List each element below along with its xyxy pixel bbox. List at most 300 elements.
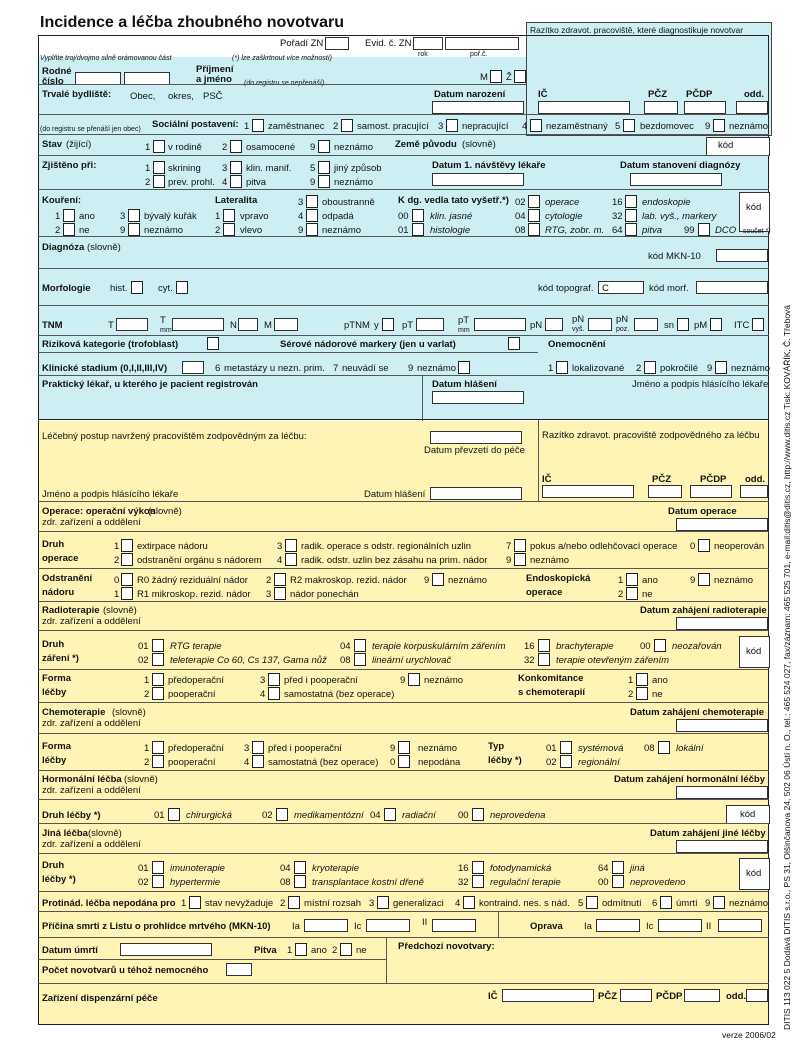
kdg-32: 32 — [612, 211, 623, 222]
ct-02-checkbox[interactable] — [560, 755, 572, 768]
hormon-zdr: zdr. zařízení a oddělení — [42, 785, 141, 796]
pm-checkbox[interactable] — [710, 318, 722, 331]
pn-2: 2 — [280, 898, 286, 909]
oprava-ic-input[interactable] — [658, 919, 702, 932]
op-2: 2 — [114, 555, 120, 566]
diagnoza-label: Diagnóza — [42, 242, 85, 253]
cf-0: 0 — [390, 757, 396, 768]
jl-32-label: regulační terapie — [490, 877, 561, 888]
soc-9-checkbox[interactable] — [713, 119, 725, 132]
lecba-ic-input[interactable] — [542, 485, 634, 498]
op-1-label: extirpace nádoru — [137, 541, 208, 552]
jina-druh-label: Druh — [42, 860, 65, 871]
rad-01-checkbox[interactable] — [152, 639, 164, 652]
lecba-pcdp-input[interactable] — [690, 485, 732, 498]
soc-5-checkbox[interactable] — [623, 119, 635, 132]
kdg-64: 64 — [612, 225, 623, 236]
datum-operace-input[interactable] — [676, 518, 768, 531]
op-0-checkbox[interactable] — [698, 539, 710, 552]
sn-checkbox[interactable] — [677, 318, 689, 331]
datum1-input[interactable] — [432, 173, 524, 186]
zj-5-checkbox[interactable] — [318, 161, 330, 174]
hl-04-checkbox[interactable] — [384, 808, 396, 821]
pocet-label: Počet novotvarů u téhož nemocného — [42, 965, 209, 976]
kour-9-label: neznámo — [144, 225, 184, 236]
zarizeni-pcdp-input[interactable] — [684, 989, 720, 1002]
pn-9-label: neznámo — [729, 898, 769, 909]
rad-32-checkbox[interactable] — [538, 653, 550, 666]
druh-operace-label: Druh — [42, 539, 65, 550]
stav-1-label: v rodině — [168, 142, 202, 153]
pn-6-checkbox[interactable] — [660, 896, 672, 909]
soc-4-checkbox[interactable] — [530, 119, 542, 132]
onem-2-checkbox[interactable] — [644, 361, 656, 374]
lecba-pcz-label: PČZ — [652, 474, 671, 485]
morf-input[interactable] — [696, 281, 768, 294]
datum-narozeni-label: Datum narození — [434, 89, 506, 100]
radio-kod-label: kód — [746, 646, 762, 657]
serove-checkbox[interactable] — [508, 337, 520, 350]
klin-9-checkbox[interactable] — [458, 361, 470, 374]
operace-slovne: (slovně) — [148, 506, 182, 517]
kdg-02-checkbox[interactable] — [528, 195, 540, 208]
lat-9-label: neznámo — [322, 225, 362, 236]
onem-1: 1 — [548, 363, 554, 374]
rodne-label: Rodné — [42, 66, 72, 77]
pitva-1-checkbox[interactable] — [295, 943, 307, 956]
soc-2-checkbox[interactable] — [341, 119, 353, 132]
pn-3-checkbox[interactable] — [377, 896, 389, 909]
pnpoz-label: pN — [616, 314, 629, 325]
schemo-label: s chemoterapií — [518, 687, 586, 698]
zjisteno-label: Zjištěno při: — [42, 160, 97, 171]
endo-label2: operace — [526, 587, 563, 598]
klin-9: 9 — [408, 363, 414, 374]
tnm-m-input[interactable] — [274, 318, 298, 331]
rf-2-label: pooperační — [168, 689, 216, 700]
kdg-01-checkbox[interactable] — [412, 223, 424, 236]
form-title: Incidence a léčba zhoubného novotvaru — [40, 14, 345, 31]
pricina-ii-label: II — [422, 917, 428, 928]
zj-4-checkbox[interactable] — [230, 175, 242, 188]
kdg-16-checkbox[interactable] — [625, 195, 637, 208]
jl-32: 32 — [458, 877, 469, 888]
pnvys-input[interactable] — [588, 318, 612, 331]
trvale-label: Trvalé bydliště: — [42, 89, 112, 100]
radio-label: Radioterapie — [42, 605, 100, 616]
cf-4-checkbox[interactable] — [252, 755, 264, 768]
rf-9: 9 — [400, 675, 406, 686]
oprava-ia-input[interactable] — [596, 919, 640, 932]
umrti-datum-input[interactable] — [120, 943, 212, 956]
soc-1-checkbox[interactable] — [252, 119, 264, 132]
ptmm-mm-label: mm — [458, 327, 470, 334]
pricina-ia-input[interactable] — [304, 919, 348, 932]
soc-9-label: neznámo — [729, 121, 769, 132]
prakticky-datum-input[interactable] — [432, 391, 524, 404]
itc-label: ITC — [734, 320, 750, 331]
chemo-datum-input[interactable] — [676, 719, 768, 732]
hormon-datum-label: Datum zahájení hormonální léčby — [614, 774, 765, 785]
radio-forma-label: Forma — [42, 673, 72, 684]
cf-2: 2 — [144, 757, 150, 768]
hist-checkbox[interactable] — [131, 281, 143, 294]
pcz-input[interactable] — [644, 101, 678, 114]
kour-1: 1 — [55, 211, 61, 222]
kdg-08-checkbox[interactable] — [528, 223, 540, 236]
kdg-02: 02 — [515, 197, 526, 208]
lecba-odd-input[interactable] — [740, 485, 768, 498]
op-7-checkbox[interactable] — [514, 539, 526, 552]
kdg-04-label: cytologie — [545, 211, 583, 222]
kdg-99-label: DCO — [715, 225, 737, 236]
cyt-label: cyt. — [158, 283, 173, 294]
zarizeni-ic-input[interactable] — [502, 989, 594, 1002]
op-4: 4 — [277, 555, 283, 566]
topograf-label: kód topograf. — [538, 283, 594, 294]
sn-label: sn — [664, 320, 675, 331]
lecba-pcz-input[interactable] — [648, 485, 682, 498]
zarizeni-label: Zařízení dispenzární péče — [42, 993, 158, 1004]
jl-02-checkbox[interactable] — [152, 875, 164, 888]
pitva-ano-label: ano — [311, 945, 327, 956]
op-7-label: pokus a/nebo odlehčovací operace — [530, 541, 678, 552]
op-9: 9 — [506, 555, 512, 566]
klinicke-label: Klinické stadium (0,I,II,III,IV) — [42, 363, 168, 374]
pitva-2-checkbox[interactable] — [340, 943, 352, 956]
klin-6-label: metastázy u nezn. prim. — [224, 363, 325, 374]
kour-3-checkbox[interactable] — [128, 209, 140, 222]
od-3-checkbox[interactable] — [274, 587, 286, 600]
pricina-ic-input[interactable] — [366, 919, 410, 932]
rad-04-checkbox[interactable] — [354, 639, 366, 652]
por-label: poř.č. — [470, 51, 488, 58]
pitva-1: 1 — [287, 945, 293, 956]
op-9-checkbox[interactable] — [514, 553, 526, 566]
pricina-ii-input[interactable] — [432, 919, 476, 932]
cyt-checkbox[interactable] — [176, 281, 188, 294]
hl-00-checkbox[interactable] — [472, 808, 484, 821]
jl-01-label: imunoterapie — [170, 863, 225, 874]
stav-1-checkbox[interactable] — [153, 140, 165, 153]
onem-9-checkbox[interactable] — [715, 361, 727, 374]
zj-9-checkbox[interactable] — [318, 175, 330, 188]
jl-16-checkbox[interactable] — [472, 861, 484, 874]
pn-2-checkbox[interactable] — [288, 896, 300, 909]
hormon-datum-input[interactable] — [676, 786, 768, 799]
jina-lecby-label: léčby *) — [42, 874, 76, 885]
onem-1-checkbox[interactable] — [556, 361, 568, 374]
jl-64: 64 — [598, 863, 609, 874]
lat-4-checkbox[interactable] — [306, 209, 318, 222]
pn-5-label: odmítnutí — [602, 898, 642, 909]
cf-2-label: pooperační — [168, 757, 216, 768]
hl-02-checkbox[interactable] — [276, 808, 288, 821]
mkn-input[interactable] — [716, 249, 768, 262]
pm-label: pM — [694, 320, 708, 331]
rad-16-checkbox[interactable] — [538, 639, 550, 652]
zj-2-checkbox[interactable] — [153, 175, 165, 188]
vyplnte-text: Vyplňte troj/dvojmo silně orámovanou část — [40, 55, 172, 62]
rad-00-checkbox[interactable] — [654, 639, 666, 652]
ptmm-input[interactable] — [474, 318, 526, 331]
op-2-label: odstranění orgánu s nádorem — [137, 555, 262, 566]
onem-label: Onemocnění — [548, 339, 606, 350]
jl-32-checkbox[interactable] — [472, 875, 484, 888]
kdg-64-label: pitva — [642, 225, 663, 236]
stav-1: 1 — [145, 142, 151, 153]
pcz-label: PČZ — [648, 89, 667, 100]
ct-08-checkbox[interactable] — [658, 741, 670, 754]
serove-label: Sérové nádorové markery (jen u varlat) — [280, 339, 456, 350]
rf-4-checkbox[interactable] — [268, 687, 280, 700]
pricina-label: Příčina smrti z Listu o prohlídce mrtvého (MKN-10) — [42, 921, 271, 932]
cislo-label: číslo — [42, 76, 64, 87]
predchozi-label: Předchozí novotvary: — [398, 941, 495, 952]
rf-1: 1 — [144, 675, 150, 686]
konk-1-label: ano — [652, 675, 668, 686]
pn-2-label: místní rozsah — [304, 898, 362, 909]
male-checkbox[interactable] — [490, 70, 502, 83]
do-registru-note: (do registru se nepřenáší) — [244, 80, 325, 87]
tnm-n-input[interactable] — [238, 318, 258, 331]
soc-3-checkbox[interactable] — [446, 119, 458, 132]
endo-2-checkbox[interactable] — [626, 587, 638, 600]
jl-16-label: fotodynamická — [490, 863, 552, 874]
pocet-input[interactable] — [226, 963, 252, 976]
jl-04-checkbox[interactable] — [294, 861, 306, 874]
rad-01: 01 — [138, 641, 149, 652]
pcdp-input[interactable] — [684, 101, 726, 114]
riziko-checkbox[interactable] — [207, 337, 219, 350]
lat-3-checkbox[interactable] — [306, 195, 318, 208]
konk-2-checkbox[interactable] — [636, 687, 648, 700]
chemo-slovne: (slovně) — [112, 707, 146, 718]
zj-9: 9 — [310, 177, 316, 188]
oprava-ii-label: II — [706, 921, 712, 932]
kdg-64-checkbox[interactable] — [625, 223, 637, 236]
hl-04: 04 — [370, 810, 381, 821]
endo-1: 1 — [618, 575, 624, 586]
cf-9: 9 — [390, 743, 396, 754]
pn-4-checkbox[interactable] — [463, 896, 475, 909]
tnm-m-label: M — [264, 320, 272, 331]
lat-4: 4 — [298, 211, 304, 222]
zarizeni-pcz-input[interactable] — [620, 989, 652, 1002]
tnm-t-input[interactable] — [116, 318, 148, 331]
cf-3-label: před i pooperační — [268, 743, 342, 754]
jl-02-label: hypertermie — [170, 877, 221, 888]
rad-02-checkbox[interactable] — [152, 653, 164, 666]
od-1-checkbox[interactable] — [121, 587, 133, 600]
druh-operace-label2: operace — [42, 553, 79, 564]
ct-01-checkbox[interactable] — [560, 741, 572, 754]
endo-label: Endoskopická — [526, 573, 591, 584]
lat-9-checkbox[interactable] — [306, 223, 318, 236]
female-checkbox[interactable] — [514, 70, 526, 83]
od-0-label: R0 žádný reziduální nádor — [137, 575, 248, 586]
lat-1-checkbox[interactable] — [223, 209, 235, 222]
kdg-04-checkbox[interactable] — [528, 209, 540, 222]
datum-operace-label: Datum operace — [668, 506, 737, 517]
zj-1-checkbox[interactable] — [153, 161, 165, 174]
od-1: 1 — [114, 589, 120, 600]
rad-08-checkbox[interactable] — [354, 653, 366, 666]
pn-input[interactable] — [545, 318, 563, 331]
pn-9: 9 — [705, 898, 711, 909]
hl-01-checkbox[interactable] — [168, 808, 180, 821]
ic-input[interactable] — [538, 101, 630, 114]
od-3: 3 — [266, 589, 272, 600]
chemo-label: Chemoterapie — [42, 707, 106, 718]
op-2-checkbox[interactable] — [121, 553, 133, 566]
poradi-input[interactable] — [325, 37, 349, 50]
jl-02: 02 — [138, 877, 149, 888]
jl-01: 01 — [138, 863, 149, 874]
endo-9-checkbox[interactable] — [698, 573, 710, 586]
zeme-slovne: (slovně) — [462, 139, 496, 150]
cf-1-checkbox[interactable] — [152, 741, 164, 754]
morf-label: kód morf. — [649, 283, 689, 294]
zj-3-checkbox[interactable] — [230, 161, 242, 174]
datum-narozeni-input[interactable] — [432, 101, 524, 114]
kour-2-checkbox[interactable] — [63, 223, 75, 236]
itc-checkbox[interactable] — [752, 318, 764, 331]
kour-1-label: ano — [79, 211, 95, 222]
konk-1-checkbox[interactable] — [636, 673, 648, 686]
pricina-ia-label: Ia — [292, 921, 300, 932]
stav-2-checkbox[interactable] — [230, 140, 242, 153]
op-3-checkbox[interactable] — [285, 539, 297, 552]
zarizeni-odd-input[interactable] — [746, 989, 768, 1002]
jl-04: 04 — [280, 863, 291, 874]
pn-label: pN — [530, 320, 543, 331]
m-label: M — [480, 72, 488, 83]
datum-stan-input[interactable] — [630, 173, 722, 186]
datum-stan-label: Datum stanovení diagnózy — [620, 160, 741, 171]
od-2-label: R2 makroskop. rezid. nádor — [290, 575, 407, 586]
hl-00: 00 — [458, 810, 469, 821]
pnvys-label: pN — [572, 314, 585, 325]
lecba-datum-hlaseni-input[interactable] — [430, 487, 522, 500]
cf-9-label: neznámo — [418, 743, 458, 754]
jl-64-checkbox[interactable] — [612, 861, 624, 874]
datum-prevzeti-input[interactable] — [430, 431, 522, 444]
lecba-jmeno-label: Jméno a podpis hlásícího lékaře — [42, 489, 179, 500]
radio-datum-input[interactable] — [676, 617, 768, 630]
kour-1-checkbox[interactable] — [63, 209, 75, 222]
jina-datum-input[interactable] — [676, 840, 768, 853]
op-4-checkbox[interactable] — [285, 553, 297, 566]
pn-5-checkbox[interactable] — [586, 896, 598, 909]
pnpoz-input[interactable] — [634, 318, 658, 331]
jina-datum-label: Datum zahájení jiné léčby — [650, 828, 766, 839]
od-2-checkbox[interactable] — [274, 573, 286, 586]
stav-9: 9 — [310, 142, 316, 153]
od-0-checkbox[interactable] — [121, 573, 133, 586]
radio-zareni-label: záření *) — [42, 653, 79, 664]
ptnm-label: pTNM — [344, 320, 370, 331]
kdg-32-checkbox[interactable] — [625, 209, 637, 222]
onem-2: 2 — [636, 363, 642, 374]
ptnm-y-checkbox[interactable] — [382, 318, 394, 331]
cf-2-checkbox[interactable] — [152, 755, 164, 768]
kdg-99-checkbox[interactable] — [698, 223, 710, 236]
odstraneni-label: Odstranění — [42, 573, 93, 584]
hl-01: 01 — [154, 810, 165, 821]
endo-1-label: ano — [642, 575, 658, 586]
cf-0-checkbox[interactable] — [398, 755, 410, 768]
kour-9-checkbox[interactable] — [128, 223, 140, 236]
umrti-datum-label: Datum úmrtí — [42, 945, 98, 956]
lat-2-checkbox[interactable] — [223, 223, 235, 236]
rad-04-label: terapie korpuskulárním zářením — [372, 641, 506, 652]
op-1-checkbox[interactable] — [121, 539, 133, 552]
rf-2-checkbox[interactable] — [152, 687, 164, 700]
jl-00: 00 — [598, 877, 609, 888]
rf-3: 3 — [260, 675, 266, 686]
cf-3-checkbox[interactable] — [252, 741, 264, 754]
endo-2: 2 — [618, 589, 624, 600]
rad-02: 02 — [138, 655, 149, 666]
pn-1-checkbox[interactable] — [189, 896, 201, 909]
kdg-00-checkbox[interactable] — [412, 209, 424, 222]
zeme-kod-box[interactable] — [706, 137, 770, 156]
kour-2-label: ne — [79, 225, 90, 236]
oprava-ii-input[interactable] — [718, 919, 762, 932]
rf-3-checkbox[interactable] — [268, 673, 280, 686]
jl-01-checkbox[interactable] — [152, 861, 164, 874]
radio-datum-label: Datum zahájení radioterapie — [640, 605, 767, 616]
klinicke-input[interactable] — [182, 361, 204, 374]
hormon-kod-label: kód — [740, 809, 756, 820]
stav-9-checkbox[interactable] — [318, 140, 330, 153]
onem-9-label: neznámo — [731, 363, 771, 374]
pt-input[interactable] — [416, 318, 444, 331]
rf-4: 4 — [260, 689, 266, 700]
tnm-tmm-input[interactable] — [172, 318, 224, 331]
od-9-checkbox[interactable] — [432, 573, 444, 586]
nadoru-label: nádoru — [42, 587, 75, 598]
endo-1-checkbox[interactable] — [626, 573, 638, 586]
jl-08-label: transplantace kostní dřeně — [312, 877, 424, 888]
chemo-typ-label: Typ — [488, 741, 505, 752]
op-1: 1 — [114, 541, 120, 552]
stav-label: Stav — [42, 139, 63, 150]
hl-02: 02 — [262, 810, 273, 821]
cf-0-label: nepodána — [418, 757, 461, 768]
op-0-label: neoperován — [714, 541, 765, 552]
chemo-lecby-label: léčby — [42, 755, 67, 766]
rad-00: 00 — [640, 641, 651, 652]
ct-01: 01 — [546, 743, 557, 754]
lateralita-label: Lateralita — [215, 195, 258, 206]
ct-02: 02 — [546, 757, 557, 768]
rad-02-label: teleterapie Co 60, Cs 137, Gama nůž — [170, 655, 327, 666]
prakticky-label: Praktický lékař, u kterého je pacient registrován — [42, 379, 258, 390]
odd-input[interactable] — [736, 101, 768, 114]
pn-9-checkbox[interactable] — [713, 896, 725, 909]
jl-00-checkbox[interactable] — [612, 875, 624, 888]
op-4-label: radik. odstr. uzlin bez zásahu na prim. nádor — [301, 555, 488, 566]
soc-2: 2 — [333, 121, 339, 132]
jl-08-checkbox[interactable] — [294, 875, 306, 888]
cf-9-checkbox[interactable] — [398, 741, 410, 754]
rf-1-checkbox[interactable] — [152, 673, 164, 686]
klin-6: 6 — [215, 363, 221, 374]
rf-9-checkbox[interactable] — [408, 673, 420, 686]
klin-7: 7 — [333, 363, 339, 374]
